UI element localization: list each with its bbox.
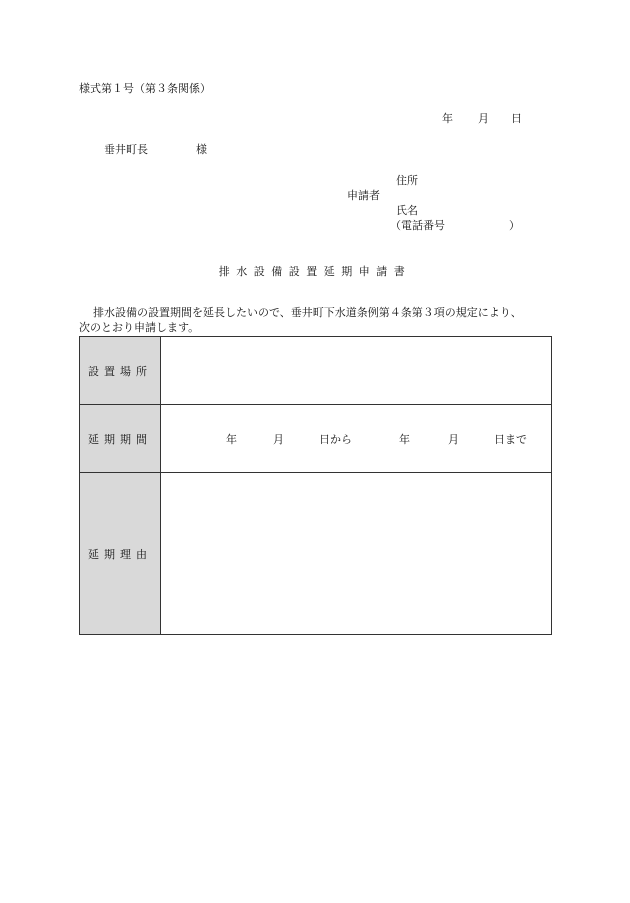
- name-label: 氏名: [396, 204, 418, 217]
- form-number: 様式第１号（第３条関係）: [79, 82, 211, 95]
- address-label: 住所: [396, 174, 418, 187]
- body-text-line1: 排水設備の設置期間を延長したいので、垂井町下水道条例第４条第３項の規定により、: [93, 306, 522, 319]
- table-row: [80, 473, 552, 635]
- reason-field[interactable]: [161, 473, 552, 635]
- date-day-label: 日: [511, 112, 522, 125]
- phone-close-paren: ）: [509, 219, 520, 232]
- honorific: 様: [196, 143, 207, 156]
- period-field[interactable]: [161, 405, 552, 473]
- period-to-day: 日まで: [494, 432, 527, 446]
- period-from-year: 年: [226, 432, 237, 446]
- application-table: [79, 336, 552, 635]
- location-label: 設置場所: [80, 337, 161, 405]
- addressee: 垂井町長: [104, 143, 148, 156]
- location-field[interactable]: [161, 337, 552, 405]
- date-month-label: 月: [478, 112, 489, 125]
- reason-label: 延期理由: [80, 473, 161, 635]
- period-label: 延期期間: [80, 405, 161, 473]
- document-title: 排水設備設置延期申請書: [218, 265, 412, 278]
- period-to-year: 年: [399, 432, 410, 446]
- date-year-label: 年: [442, 112, 453, 125]
- period-from-month: 月: [273, 432, 284, 446]
- period-from-day: 日から: [319, 432, 352, 446]
- body-text-line2: 次のとおり申請します。: [79, 321, 200, 334]
- period-to-month: 月: [448, 432, 459, 446]
- applicant-label: 申請者: [347, 189, 380, 202]
- body-text: [79, 305, 559, 335]
- phone-label: （電話番号: [390, 219, 445, 232]
- table-row: [80, 405, 552, 473]
- table-row: [80, 337, 552, 405]
